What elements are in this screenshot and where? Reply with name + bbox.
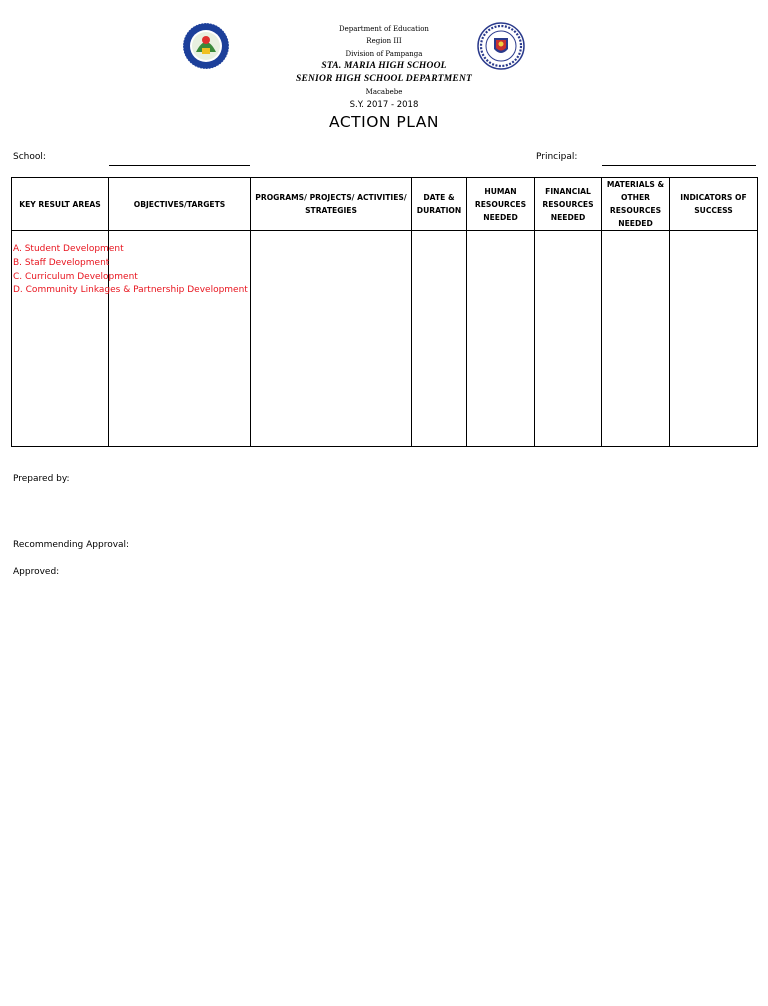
list-item: A. Student Development xyxy=(13,244,124,254)
prepared-by-label: Prepared by: xyxy=(13,474,70,484)
division-text: Division of Pampanga xyxy=(345,50,423,58)
school-label: School: xyxy=(13,152,46,162)
town-text: Macabebe xyxy=(365,88,403,96)
approved-label: Approved: xyxy=(13,567,60,577)
table-cell[interactable] xyxy=(670,231,758,447)
department-text: Department of Education xyxy=(339,25,429,33)
column-header-indicators: INDICATORS OF SUCCESS xyxy=(670,178,758,231)
list-item: D. Community Linkages & Partnership Development xyxy=(13,285,248,296)
column-header-financial-resources: FINANCIAL RESOURCES NEEDED xyxy=(535,178,602,231)
table-cell[interactable] xyxy=(412,231,467,447)
table-cell[interactable] xyxy=(602,231,670,447)
department-name: SENIOR HIGH SCHOOL DEPARTMENT xyxy=(295,74,473,84)
column-header-programs: PROGRAMS/ PROJECTS/ ACTIVITIES/ STRATEGIES xyxy=(251,178,412,231)
principal-field-line[interactable] xyxy=(602,165,756,166)
page-title: ACTION PLAN xyxy=(329,113,439,131)
region-text: Region III xyxy=(366,37,402,45)
school-year: S.Y. 2017 - 2018 xyxy=(349,100,419,110)
column-header-key-result-areas: KEY RESULT AREAS xyxy=(12,178,109,231)
column-header-human-resources: HUMAN RESOURCES NEEDED xyxy=(467,178,535,231)
list-item: C. Curriculum Development xyxy=(13,271,138,282)
table-cell[interactable] xyxy=(251,231,412,447)
recommending-approval-label: Recommending Approval: xyxy=(13,540,130,550)
principal-label: Principal: xyxy=(536,152,578,162)
school-field-line[interactable] xyxy=(109,165,250,166)
table-cell[interactable] xyxy=(467,231,535,447)
school-name: STA. MARIA HIGH SCHOOL xyxy=(321,61,447,71)
key-result-areas-list xyxy=(13,243,248,298)
column-header-materials: MATERIALS & OTHER RESOURCES NEEDED xyxy=(602,178,670,231)
column-header-objectives: OBJECTIVES/TARGETS xyxy=(109,178,251,231)
column-header-date-duration: DATE & DURATION xyxy=(412,178,467,231)
list-item: B. Staff Development xyxy=(13,257,110,268)
action-plan-table xyxy=(11,177,758,447)
table-cell[interactable] xyxy=(535,231,602,447)
